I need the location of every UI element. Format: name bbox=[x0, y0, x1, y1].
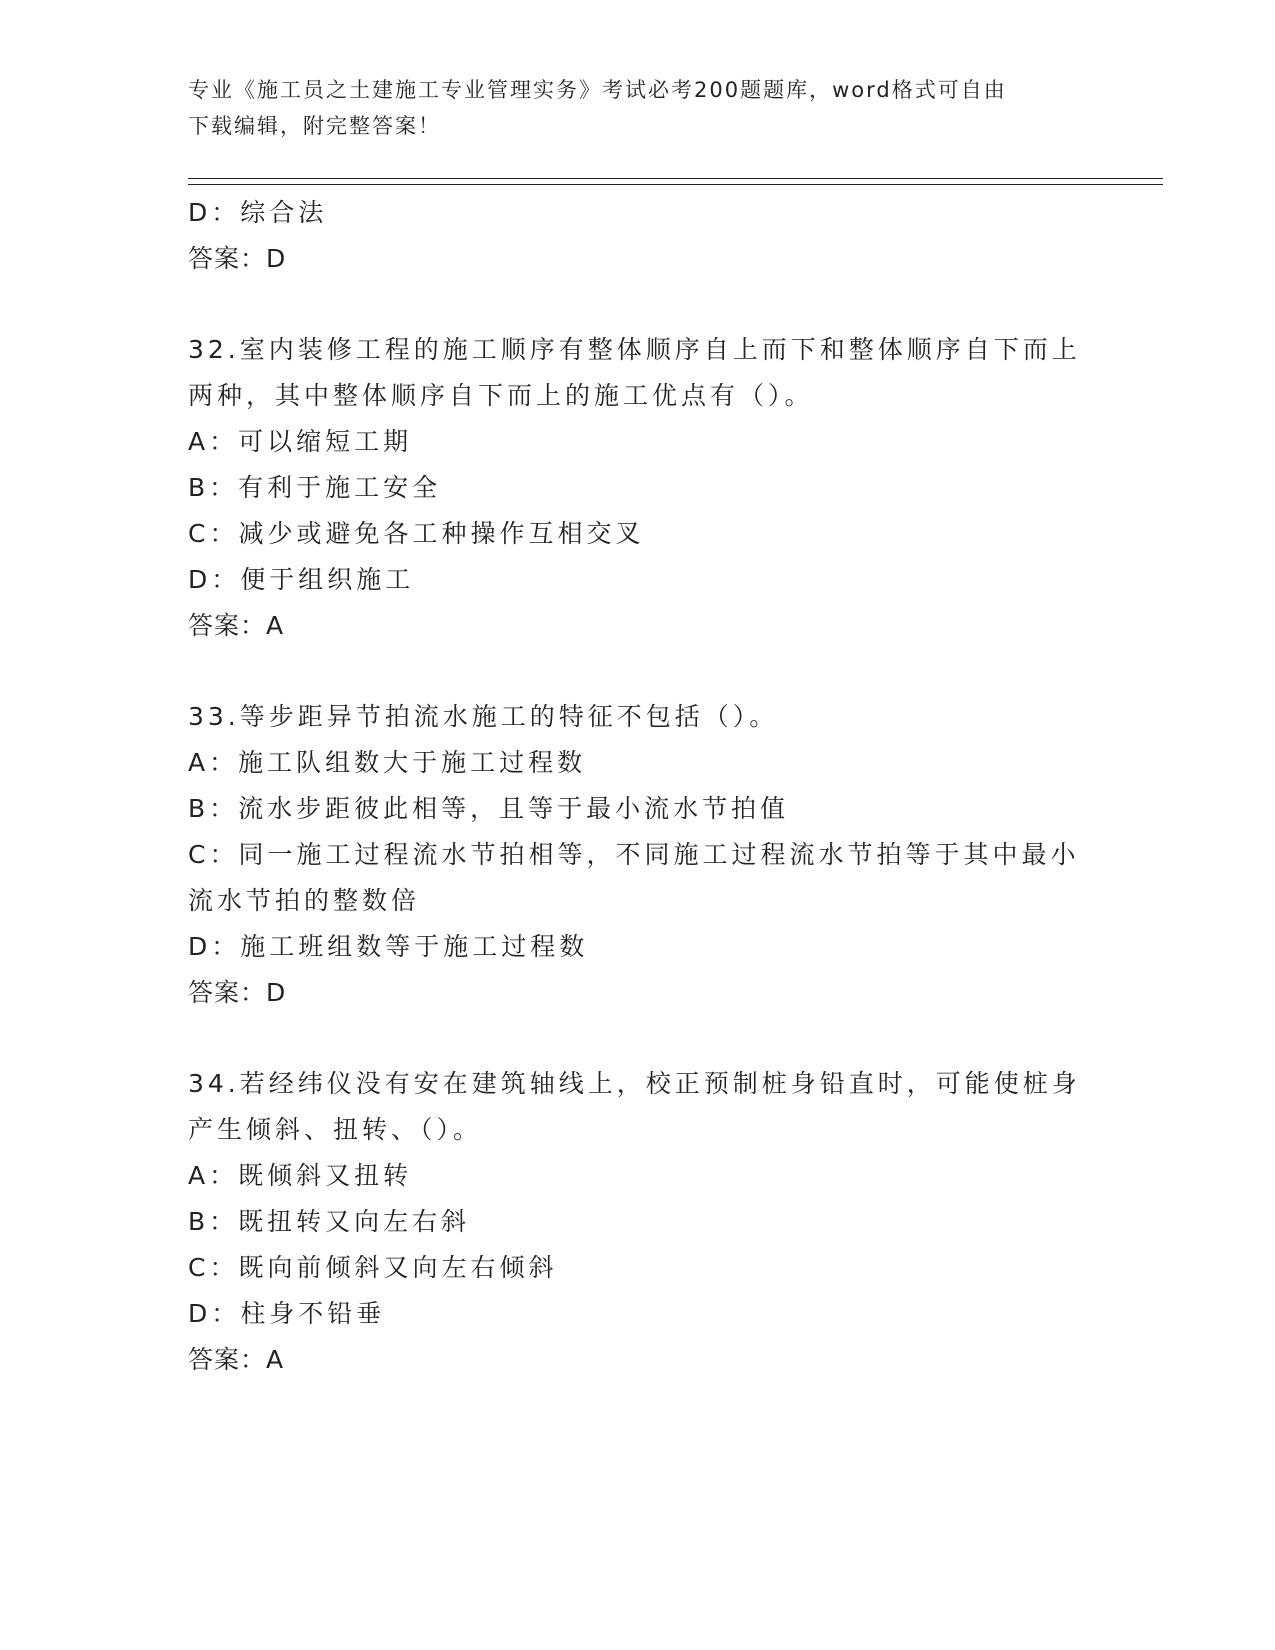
option-a: A：可以缩短工期 bbox=[188, 427, 413, 456]
option-b: B：流水步距彼此相等，且等于最小流水节拍值 bbox=[188, 794, 790, 823]
question-stem: 32.室内装修工程的施工顺序有整体顺序自上而下和整体顺序自下而上 bbox=[188, 335, 1081, 364]
option-c: C：既向前倾斜又向左右倾斜 bbox=[188, 1253, 558, 1282]
option-b: B：既扭转又向左右斜 bbox=[188, 1207, 471, 1236]
option-d: D：综合法 bbox=[188, 198, 328, 227]
header-line-1: 专业《施工员之土建施工专业管理实务》考试必考200题题库，word格式可自由 bbox=[188, 78, 1007, 102]
question-stem: 产生倾斜、扭转、（）。 bbox=[188, 1115, 483, 1144]
question-stem: 两种，其中整体顺序自下而上的施工优点有（）。 bbox=[188, 381, 814, 410]
option-d: D：柱身不铅垂 bbox=[188, 1299, 386, 1328]
option-c-continued: 流水节拍的整数倍 bbox=[188, 886, 421, 915]
question-33 bbox=[188, 694, 1148, 1016]
option-d: D：施工班组数等于施工过程数 bbox=[188, 932, 589, 961]
option-d: D：便于组织施工 bbox=[188, 565, 415, 594]
answer: 答案：A bbox=[188, 1345, 285, 1374]
question-content bbox=[188, 190, 1148, 1383]
question-32 bbox=[188, 327, 1148, 649]
document-header bbox=[188, 72, 1088, 144]
answer: 答案：D bbox=[188, 978, 287, 1007]
header-rule-bottom bbox=[188, 184, 1163, 185]
option-b: B：有利于施工安全 bbox=[188, 473, 442, 502]
answer: 答案：D bbox=[188, 244, 287, 273]
option-c: C：减少或避免各工种操作互相交叉 bbox=[188, 519, 645, 548]
question-34 bbox=[188, 1061, 1148, 1383]
answer: 答案：A bbox=[188, 611, 285, 640]
option-a: A：施工队组数大于施工过程数 bbox=[188, 748, 587, 777]
question-stem: 34.若经纬仪没有安在建筑轴线上，校正预制桩身铅直时，可能使桩身 bbox=[188, 1069, 1081, 1098]
header-rule-top bbox=[188, 178, 1163, 179]
previous-question-tail bbox=[188, 190, 1148, 282]
option-a: A：既倾斜又扭转 bbox=[188, 1161, 413, 1190]
question-stem: 33.等步距异节拍流水施工的特征不包括（）。 bbox=[188, 702, 779, 731]
option-c: C：同一施工过程流水节拍相等，不同施工过程流水节拍等于其中最小 bbox=[188, 840, 1080, 869]
header-line-2: 下载编辑，附完整答案！ bbox=[188, 114, 441, 138]
